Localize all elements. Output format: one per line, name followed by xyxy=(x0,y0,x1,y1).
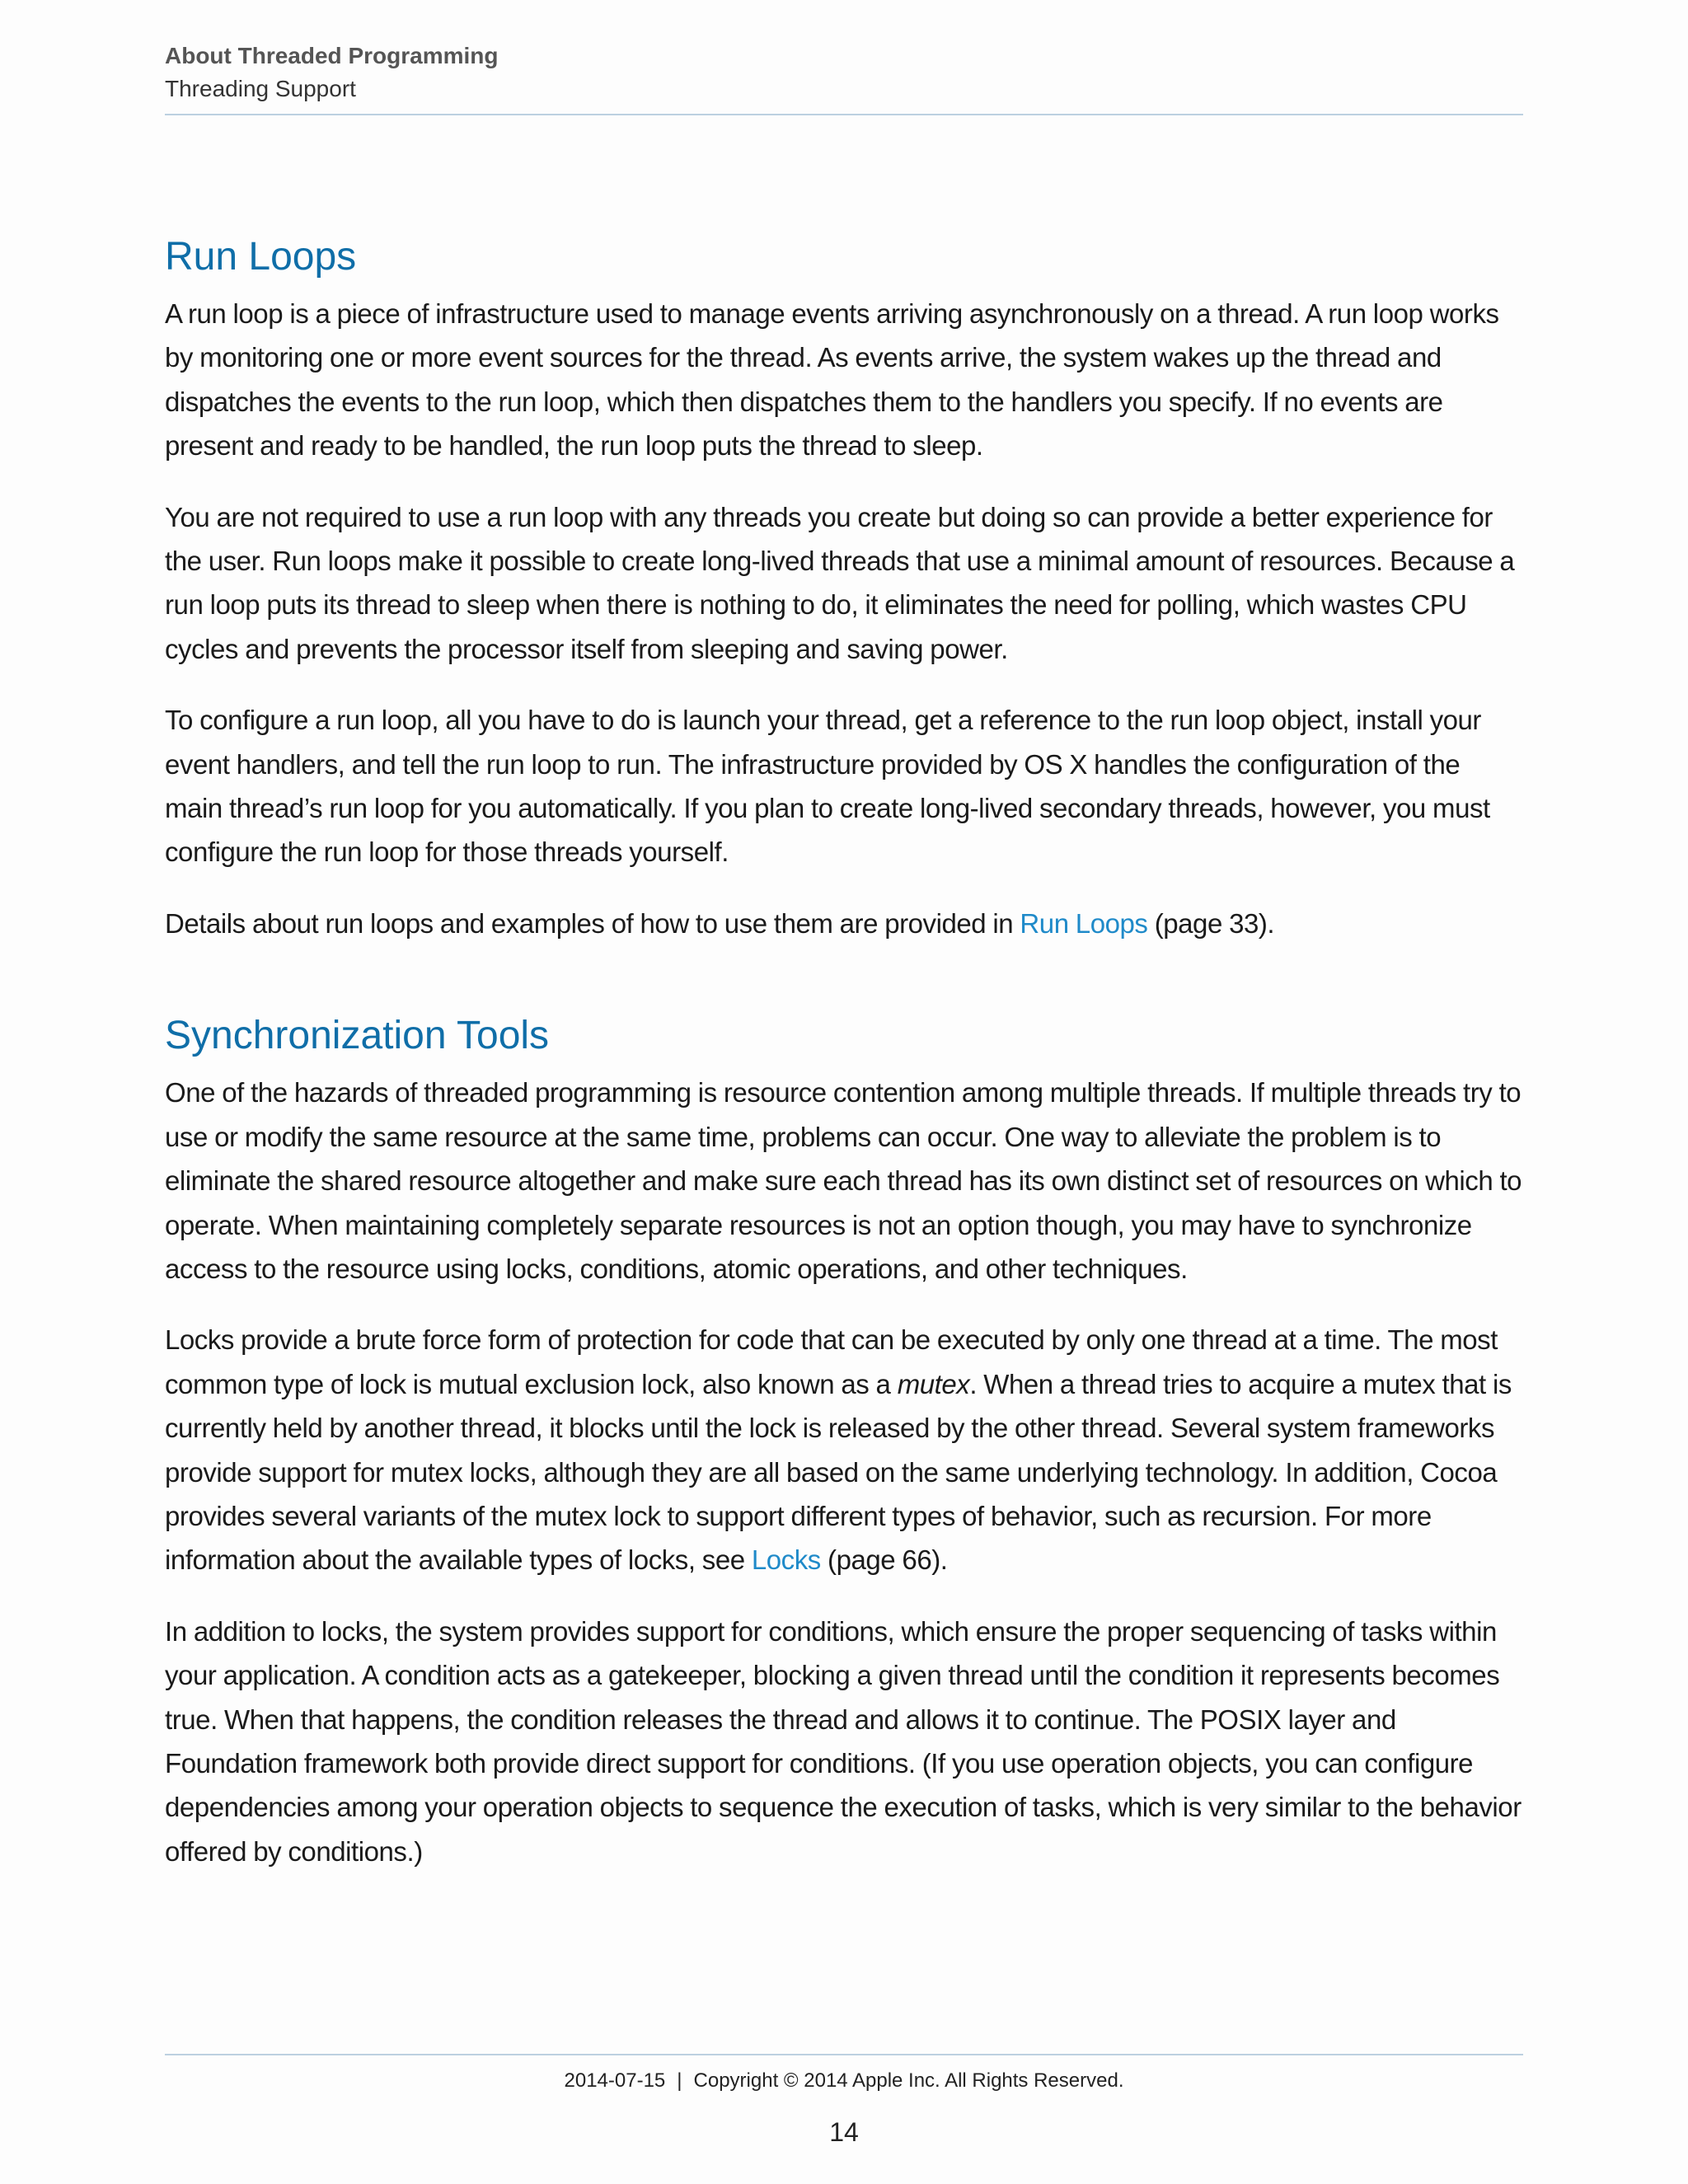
section-heading-run-loops: Run Loops xyxy=(165,235,357,279)
page-reference: (page 66). xyxy=(820,1544,948,1576)
section-run-loops xyxy=(165,223,1523,945)
footer xyxy=(0,2064,1688,2097)
header-chapter-title: About Threaded Programming xyxy=(165,43,499,68)
paragraph-text: Locks provide a brute force form of protection for code that can be executed by only one thread at a time. The most common type of lock is mutual exclusion lock, also known as a xyxy=(165,1324,1498,1399)
paragraph: To configure a run loop, all you have to do is launch your thread, get a reference to the run loop object, install your event handlers, and tell the run loop to run. The infrastructure provided by OS X handles the configuration of the main thread’s run loop for you automatically. If you plan to create long-lived secondary threads, however, you must configure the run loop for those threads yourself. xyxy=(165,705,1490,868)
running-header xyxy=(165,40,1523,105)
link-locks[interactable]: Locks xyxy=(751,1544,821,1576)
paragraph-details xyxy=(165,902,1523,945)
link-run-loops[interactable]: Run Loops xyxy=(1020,907,1148,939)
paragraph: You are not required to use a run loop with any threads you create but doing so can provide a better experience for the user. Run loops make it possible to create long-lived threads that use a minimal amount of resources. Because a run loop puts its thread to sleep when there is nothing to do, it eliminates the need for polling, which wastes CPU cycles and prevents the processor itself from sleeping and saving power. xyxy=(165,501,1515,664)
footer-divider xyxy=(165,2054,1523,2055)
page-number: 14 xyxy=(829,2117,859,2147)
paragraph-text: . When a thread tries to acquire a mutex that is currently held by another thread, it blocks until the lock is released by the other thread. Several system frameworks provide support for mutex locks, although they are all based on the same underlying technology. In addition, Cocoa provides several variants of the mutex lock to support different types of behavior, such as recursion. For more information about the available types of locks, see xyxy=(165,1368,1512,1576)
paragraph: A run loop is a piece of infrastructure used to manage events arriving asynchronously on a thread. A run loop works by monitoring one or more event sources for the thread. As events arrive, the system wakes up the thread and dispatches the events to the run loop, which then dispatches them to the handlers you specify. If no events are present and ready to be handled, the run loop puts the thread to sleep. xyxy=(165,298,1499,462)
section-heading-synchronization-tools: Synchronization Tools xyxy=(165,1014,550,1058)
paragraph-text: Details about run loops and examples of how to use them are provided in xyxy=(165,907,1020,939)
header-divider xyxy=(165,114,1523,115)
footer-copyright: Copyright © 2014 Apple Inc. All Rights Reserved. xyxy=(693,2069,1124,2092)
footer-separator: | xyxy=(677,2069,682,2092)
paragraph: One of the hazards of threaded programming is resource contention among multiple threads. If multiple threads try to use or modify the same resource at the same time, problems can occur. One way to alleviate the problem is to eliminate the shared resource altogether and make sure each thread has its own distinct set of resources on which to operate. When maintaining completely separate resources is not an option though, you may have to synchronize access to the resource using locks, conditions, atomic operations, and other techniques. xyxy=(165,1077,1522,1284)
paragraph-locks xyxy=(165,1318,1523,1582)
paragraph: In addition to locks, the system provides support for conditions, which ensure the proper sequencing of tasks within your application. A condition acts as a gatekeeper, blocking a given thread until the condition it represents becomes true. When that happens, the condition releases the thread and allows it to continue. The POSIX layer and Foundation framework both provide direct support for conditions. (If you use operation objects, you can configure dependencies among your operation objects to sequence the execution of tasks, which is very similar to the behavior offered by conditions.) xyxy=(165,1615,1522,1867)
term-mutex: mutex xyxy=(897,1368,970,1399)
header-section-title: Threading Support xyxy=(165,76,356,101)
page-content xyxy=(165,223,1523,1900)
section-synchronization-tools xyxy=(165,1001,1523,1873)
footer-date: 2014-07-15 xyxy=(564,2069,666,2092)
page-reference: (page 33). xyxy=(1147,907,1275,939)
